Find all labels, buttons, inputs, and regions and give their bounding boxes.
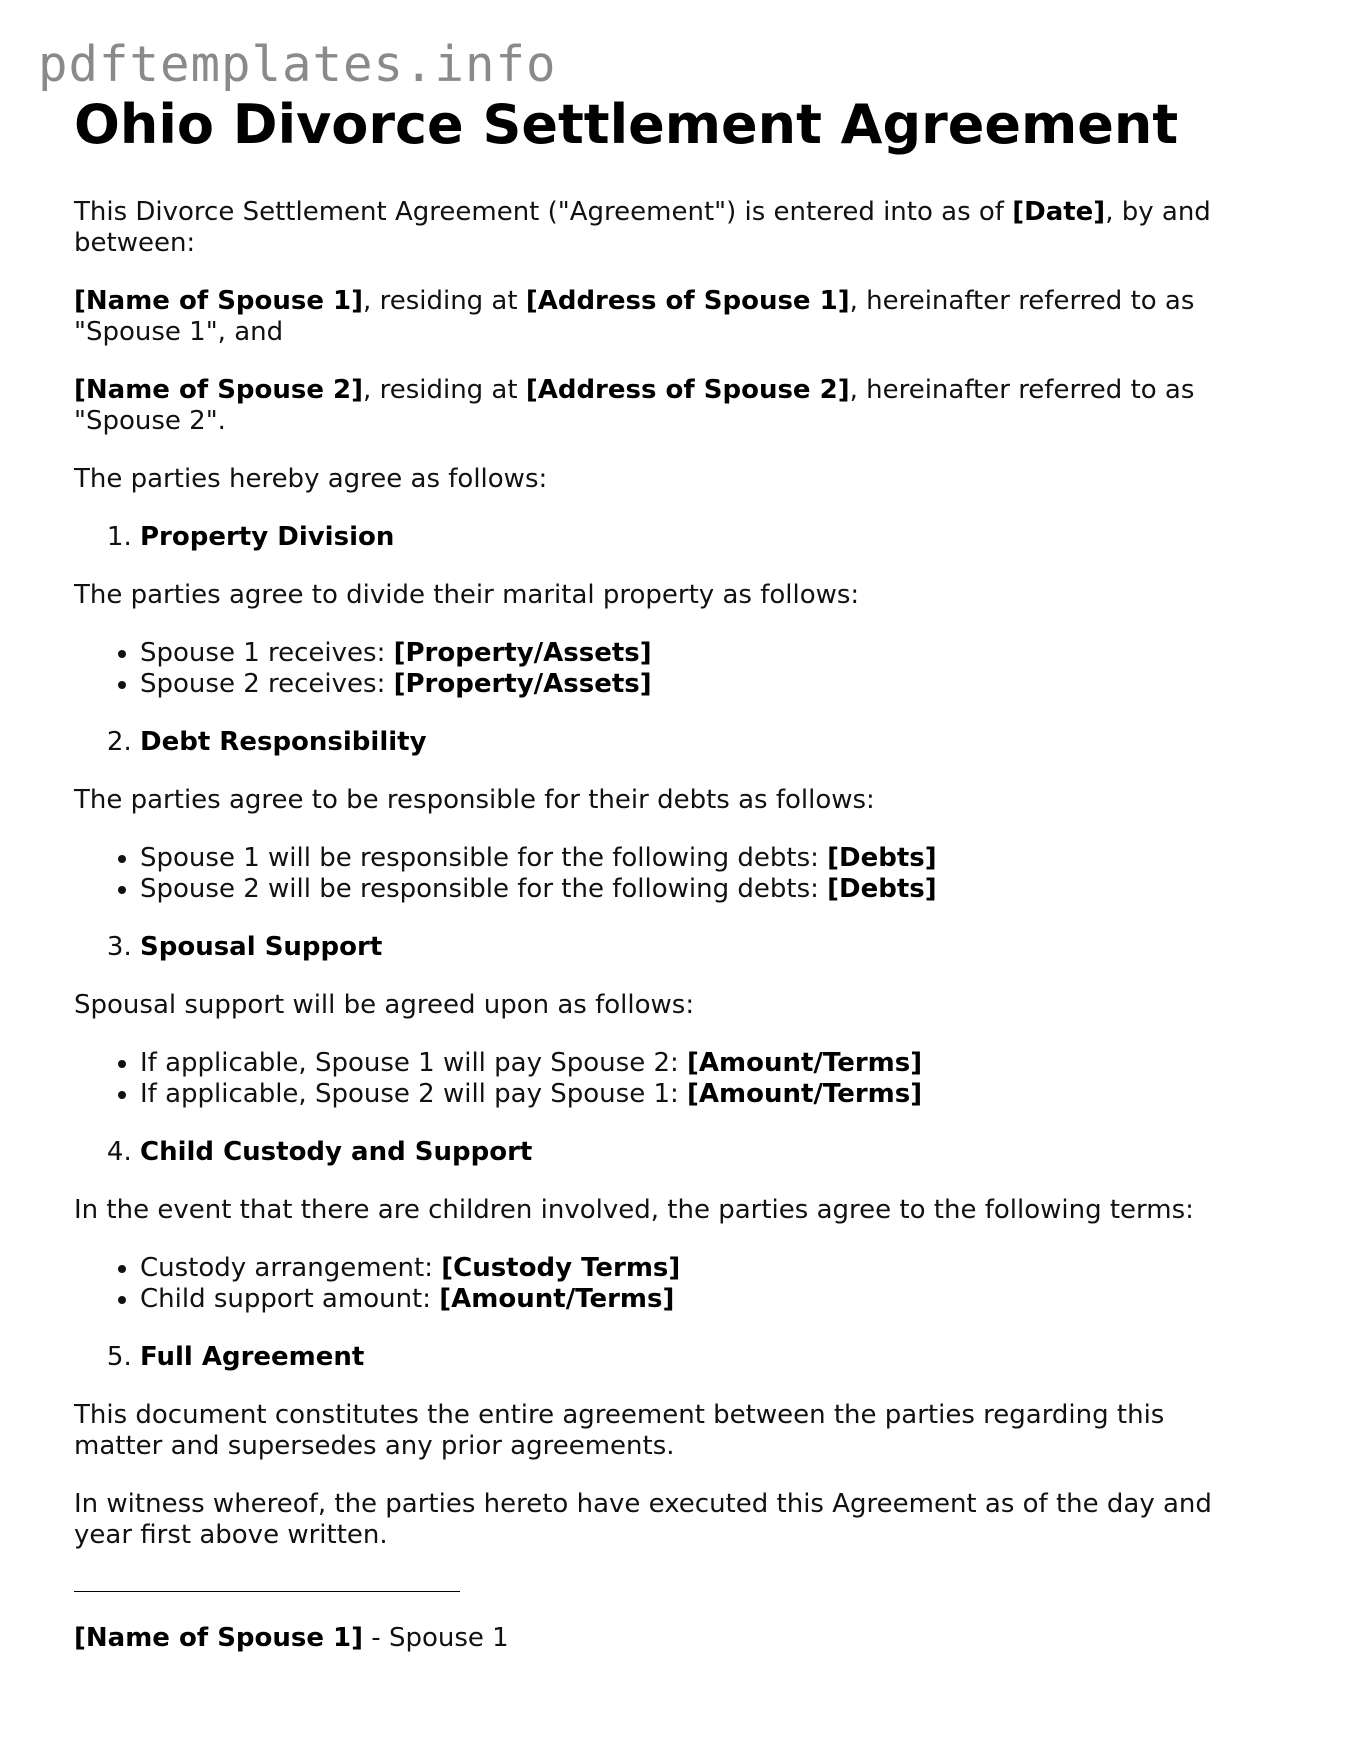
item-placeholder: [Property/Assets]	[393, 638, 652, 668]
item-label: Spouse 1 receives:	[140, 638, 394, 668]
document-title: Ohio Divorce Settlement Agreement	[74, 93, 1179, 156]
section-1-text: The parties agree to divide their marital property as follows:	[74, 580, 860, 610]
section-1-list	[74, 638, 1254, 700]
list-item	[140, 1079, 1254, 1110]
date-placeholder: [Date]	[1012, 197, 1106, 227]
spouse-2-reference: , hereinafter referred to as "Spouse 2".	[74, 375, 1195, 436]
item-placeholder: [Property/Assets]	[393, 669, 652, 699]
spouse-2-paragraph	[74, 375, 1254, 437]
section-2-text: The parties agree to be responsible for their debts as follows:	[74, 785, 875, 815]
item-label: Custody arrangement:	[140, 1253, 442, 1283]
section-4-list	[74, 1253, 1254, 1315]
witness-paragraph: In witness whereof, the parties hereto have executed this Agreement as of the day and year first above written.	[74, 1489, 1212, 1550]
section-4	[74, 1137, 1254, 1168]
section-4-heading: Child Custody and Support	[140, 1137, 533, 1167]
section-5-heading: Full Agreement	[140, 1342, 365, 1372]
list-item	[140, 638, 1254, 669]
intro-text: This Divorce Settlement Agreement ("Agreement") is entered into as of	[74, 197, 1013, 227]
item-label: If applicable, Spouse 2 will pay Spouse 1:	[140, 1079, 688, 1109]
item-placeholder: [Amount/Terms]	[687, 1079, 923, 1109]
agreement-intro: The parties hereby agree as follows:	[74, 464, 548, 494]
section-heading	[140, 727, 1254, 758]
section-3-text: Spousal support will be agreed upon as follows:	[74, 990, 695, 1020]
spouse-1-name: [Name of Spouse 1]	[74, 286, 364, 316]
section-3	[74, 932, 1254, 963]
section-heading	[140, 932, 1254, 963]
item-label: Child support amount:	[140, 1284, 440, 1314]
section-2-list	[74, 843, 1254, 905]
item-placeholder: [Amount/Terms]	[687, 1048, 923, 1078]
item-placeholder: [Amount/Terms]	[439, 1284, 675, 1314]
section-1-heading: Property Division	[140, 522, 395, 552]
section-heading	[140, 522, 1254, 553]
list-item	[140, 1253, 1254, 1284]
item-label: Spouse 1 will be responsible for the following debts:	[140, 843, 828, 873]
item-label: Spouse 2 will be responsible for the following debts:	[140, 874, 828, 904]
section-3-list	[74, 1048, 1254, 1110]
list-item	[140, 669, 1254, 700]
section-5	[74, 1342, 1254, 1373]
spouse-2-name: [Name of Spouse 2]	[74, 375, 364, 405]
section-2	[74, 727, 1254, 758]
section-heading	[140, 1137, 1254, 1168]
list-item	[140, 1048, 1254, 1079]
intro-paragraph	[74, 197, 1254, 259]
spouse-1-reference: , hereinafter referred to as "Spouse 1", and	[74, 286, 1195, 347]
spouse-1-address: [Address of Spouse 1]	[525, 286, 850, 316]
section-heading	[140, 1342, 1254, 1373]
section-1	[74, 522, 1254, 553]
list-item	[140, 874, 1254, 905]
residing-text: , residing at	[363, 286, 526, 316]
watermark: pdftemplates.info	[38, 36, 557, 93]
section-5-text: This document constitutes the entire agreement between the parties regarding this matter and supersedes any prior agreements.	[74, 1400, 1165, 1461]
item-placeholder: [Debts]	[827, 874, 937, 904]
signature-role: - Spouse 1	[363, 1623, 509, 1653]
document-body	[74, 92, 1254, 1654]
item-label: Spouse 2 receives:	[140, 669, 394, 699]
signature-spouse-name: [Name of Spouse 1]	[74, 1623, 364, 1653]
residing-text: , residing at	[363, 375, 526, 405]
item-label: If applicable, Spouse 1 will pay Spouse 2:	[140, 1048, 688, 1078]
list-item	[140, 843, 1254, 874]
signature-line	[74, 1591, 460, 1592]
section-2-heading: Debt Responsibility	[140, 727, 427, 757]
intro-text-end: , by and between:	[74, 197, 1211, 258]
list-item	[140, 1284, 1254, 1315]
spouse-1-paragraph	[74, 286, 1254, 348]
signature-name	[74, 1623, 1254, 1654]
item-placeholder: [Custody Terms]	[441, 1253, 681, 1283]
section-3-heading: Spousal Support	[140, 932, 383, 962]
section-4-text: In the event that there are children involved, the parties agree to the following terms:	[74, 1195, 1194, 1225]
spouse-2-address: [Address of Spouse 2]	[525, 375, 850, 405]
item-placeholder: [Debts]	[827, 843, 937, 873]
